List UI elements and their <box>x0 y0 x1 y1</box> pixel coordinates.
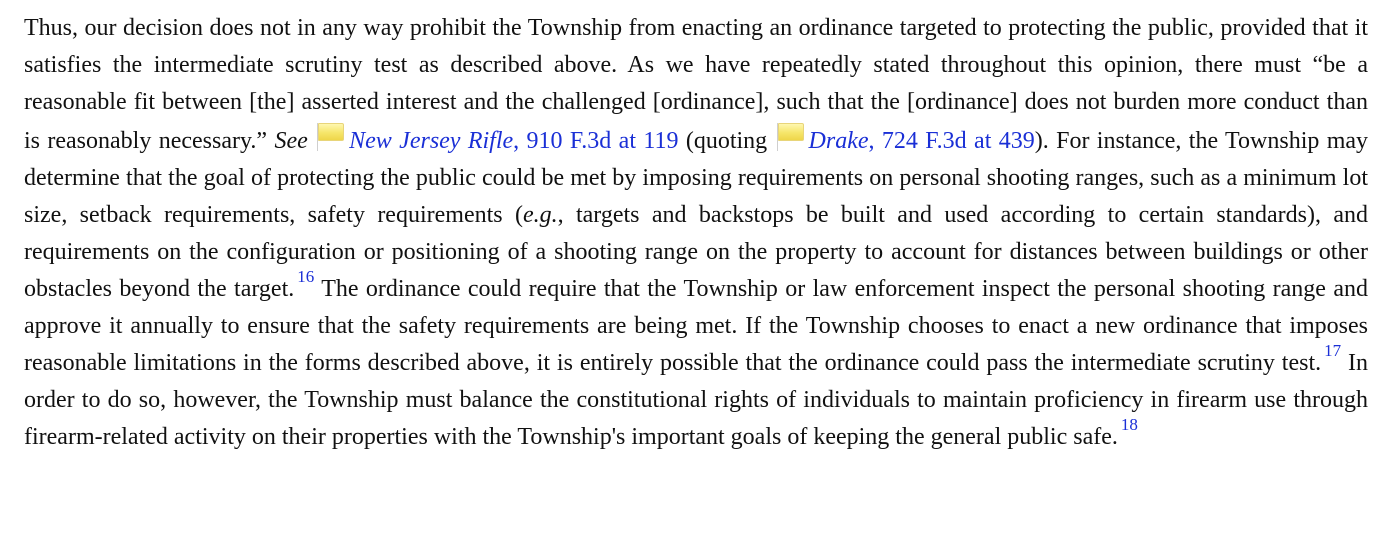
paragraph-text-3: , targets and backstops be built and used according to certain standards), and requirements on the configuration or positioning of a shooting range on the property to account for distances between buildings or other obstacles beyond the target. <box>24 202 1368 302</box>
see-signal: See <box>274 128 308 154</box>
eg-abbreviation: e.g. <box>522 202 558 228</box>
yellow-flag-icon[interactable] <box>775 121 805 151</box>
footnote-17-link[interactable]: 17 <box>1324 341 1342 360</box>
citation-drake[interactable] <box>809 128 1035 154</box>
reporter-drake: , 724 F.3d at 439 <box>868 128 1035 154</box>
paragraph-text-1: Thus, our decision does not in any way prohibit the Township from enacting an ordinance targeted to protecting the public, provided that it satisfies the intermediate scrutiny test as described above. As we have repeatedly stated throughout this opinion, there must “be a reasonable fit between [the] asserted interest and the challenged [ordinance], such that the [ordinance] does not burden more conduct than is reasonably necessary.” <box>24 15 1368 154</box>
reporter-new-jersey-rifle: , 910 F.3d at 119 <box>513 128 679 154</box>
case-name-new-jersey-rifle: New Jersey Rifle <box>349 128 514 154</box>
footnote-16-link[interactable]: 16 <box>297 267 315 286</box>
paragraph-text-5: In order to do so, however, the Township must balance the constitutional rights of individuals to maintain proficiency in firearm use through firearm-related activity on their properties with the Township's important goals of keeping the general public safe. <box>24 350 1368 450</box>
opinion-paragraph <box>24 10 1368 456</box>
citation-new-jersey-rifle[interactable] <box>349 128 678 154</box>
paragraph-text-2: ). For instance, the Township may determine that the goal of protecting the public could be met by imposing requirements on personal shooting ranges, such as a minimum lot size, setback requirements, safety requirements ( <box>24 128 1369 228</box>
paragraph-text-4: The ordinance could require that the Township or law enforcement inspect the personal shooting range and approve it annually to ensure that the safety requirements are being met. If the Township chooses to enact a new ordinance that imposes reasonable limitations in the forms described above, it is entirely possible that the ordinance could pass the intermediate scrutiny test. <box>24 276 1368 376</box>
quoting-text: (quoting <box>685 128 768 154</box>
case-name-drake: Drake <box>808 128 869 154</box>
yellow-flag-icon[interactable] <box>315 121 345 151</box>
flag-cloth <box>318 123 344 141</box>
flag-cloth <box>778 123 804 141</box>
footnote-18-link[interactable]: 18 <box>1120 415 1138 434</box>
